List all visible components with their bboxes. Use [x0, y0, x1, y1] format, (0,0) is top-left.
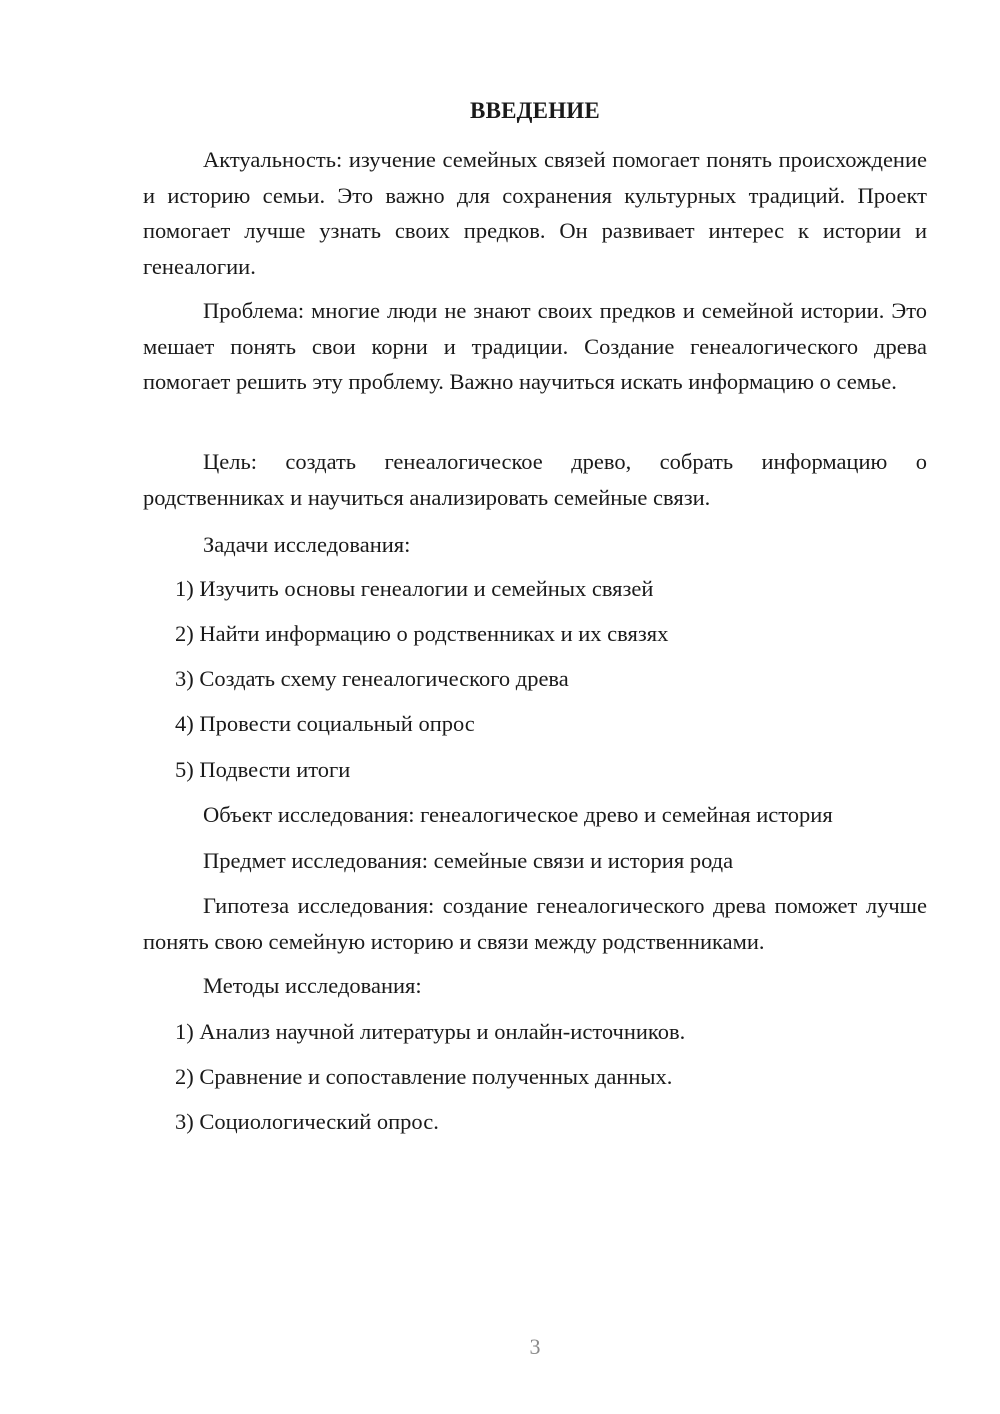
task-item: 1) Изучить основы генеалогии и семейных связей [175, 576, 654, 601]
method-item: 1) Анализ научной литературы и онлайн-источников. [175, 1019, 686, 1044]
methods-title: Методы исследования: [203, 973, 422, 998]
method-item: 2) Сравнение и сопоставление полученных данных. [175, 1064, 673, 1089]
subject-line: Предмет исследования: семейные связи и история рода [203, 848, 734, 873]
problem-paragraph: Проблема: многие люди не знают своих предков и семейной истории. Это мешает понять свои корни и традиции. Создание генеалогического древа помогает решить эту проблему. Важно научиться искать информацию о семье. [143, 298, 927, 394]
goal-paragraph: Цель: создать генеалогическое древо, собрать информацию о родственниках и научиться анализировать семейные связи. [143, 449, 927, 510]
page-number: 3 [529, 1334, 541, 1359]
method-item: 3) Социологический опрос. [175, 1109, 439, 1134]
section-heading: ВВЕДЕНИЕ [470, 98, 600, 123]
hypothesis-paragraph: Гипотеза исследования: создание генеалогического древа поможет лучше понять свою семейную историю и связи между родственниками. [143, 893, 927, 954]
tasks-title: Задачи исследования: [203, 532, 411, 557]
task-item: 2) Найти информацию о родственниках и их связях [175, 621, 669, 646]
object-line: Объект исследования: генеалогическое древо и семейная история [203, 802, 833, 827]
task-item: 4) Провести социальный опрос [175, 711, 475, 736]
task-item: 3) Создать схему генеалогического древа [175, 666, 569, 691]
task-item: 5) Подвести итоги [175, 757, 351, 782]
relevance-paragraph: Актуальность: изучение семейных связей помогает понять происхождение и историю семьи. Это важно для сохранения культурных традиций. Проект помогает лучше узнать своих предков. Он развивает интерес к истории и генеалогии. [143, 147, 927, 279]
